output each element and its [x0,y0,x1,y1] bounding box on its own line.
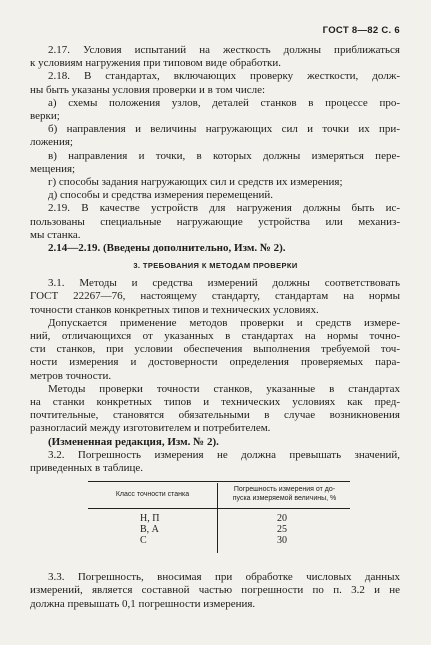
paragraph-line: приведенных в таблице. [30,462,144,474]
page-header: ГОСТ 8—82 С. 6 [322,25,400,36]
paragraph-line: пользованы специальные нагружающие устройства или механиз- [30,215,400,228]
paragraph-line: мы станка. [30,228,81,241]
paragraph-line: 3.2. Погрешность измерения не должна превышать значений, [48,448,400,461]
table-header-rule [88,508,350,509]
paragraph-line: Методы проверки точности станков, указанные в стандартах [48,382,400,395]
paragraph-line: 3.1. Методы и средства измерений должны соответствовать [48,277,400,290]
table-cell-class: Н, П [140,513,160,525]
paragraph-line: ложения; [30,136,73,149]
table-top-rule [88,481,350,482]
paragraph-line: б) направления и величины нагружающих сил и точки их при- [48,123,400,136]
table-cell-value: 30 [277,535,287,547]
table-cell-class: В, А [140,524,159,536]
paragraph-line: г) способы задания нагружающих сил и средств их измерения; [48,176,343,188]
paragraph-line: к условиям нагружения при типовом виде обработки. [30,57,281,70]
paragraph-line: на станки конкретных типов и технических условиях как пред- [30,396,400,408]
paragraph-line: д) способы и средства измерения перемещений. [48,189,274,202]
paragraph-line: Допускается применение методов проверки и средств измере- [48,316,400,329]
table-header-error-line1: Погрешность измерения от до- [233,486,336,494]
paragraph-line: разногласий между изготовителем и потребителем. [30,422,271,435]
paragraph-line: 3.3. Погрешность, вносимая при обработке числовых данных [48,571,400,584]
paragraph-line: метров точности. [30,369,112,382]
paragraph-line: в) направления и точки, в которых должны измеряться пере- [48,149,400,162]
paragraph-line: верки; [30,110,60,122]
table-cell-value: 25 [277,524,287,536]
paragraph-line: сти станков, при условии обеспечения выполнения требуемой точ- [30,343,400,356]
amendment-note: 2.14—2.19. (Введены дополнительно, Изм. № 2). [48,242,286,254]
table-header-class: Класс точности станка [115,491,190,499]
amendment-note: (Измененная редакция, Изм. № 2). [48,435,219,448]
paragraph-line: точности станков конкретных типов и технических условиях. [30,303,319,316]
paragraph-line: ний, отличающихся от указанных в стандартах на нормы точно- [30,330,400,342]
paragraph-line: ности измерения и достоверности определения проверяемых пара- [30,356,400,369]
paragraph-line: а) схемы положения узлов, деталей станков в процессе про- [48,96,400,109]
accuracy-table [88,481,350,557]
paragraph-line: 2.18. В стандартах, включающих проверку жесткости, долж- [48,70,400,83]
table-header-error-line2: пуска измеряемой величины, % [232,495,337,503]
paragraph-line: измерений, является составной частью погрешности по п. 3.2 и не [30,584,400,597]
paragraph-line: должна превышать 0,1 погрешности измерения. [30,597,256,610]
paragraph-line: ны быть указаны условия проверки и в том числе: [30,83,266,96]
paragraph-line: мещения; [30,162,76,175]
section-title: 3. ТРЕБОВАНИЯ К МЕТОДАМ ПРОВЕРКИ [133,261,298,271]
paragraph-line: 2.17. Условия испытаний на жесткость должны приближаться [48,44,400,56]
table-cell-value: 20 [277,513,287,525]
paragraph-line: ГОСТ 22267—76, настоящему стандарту, стандартам на нормы [30,290,400,303]
paragraph-line: почтительные, становятся обязательными в случае возникновения [30,409,400,422]
paragraph-line: 2.19. В качестве устройств для нагружения должны быть ис- [48,202,400,215]
table-column-divider [217,483,218,553]
table-cell-class: С [140,535,147,547]
